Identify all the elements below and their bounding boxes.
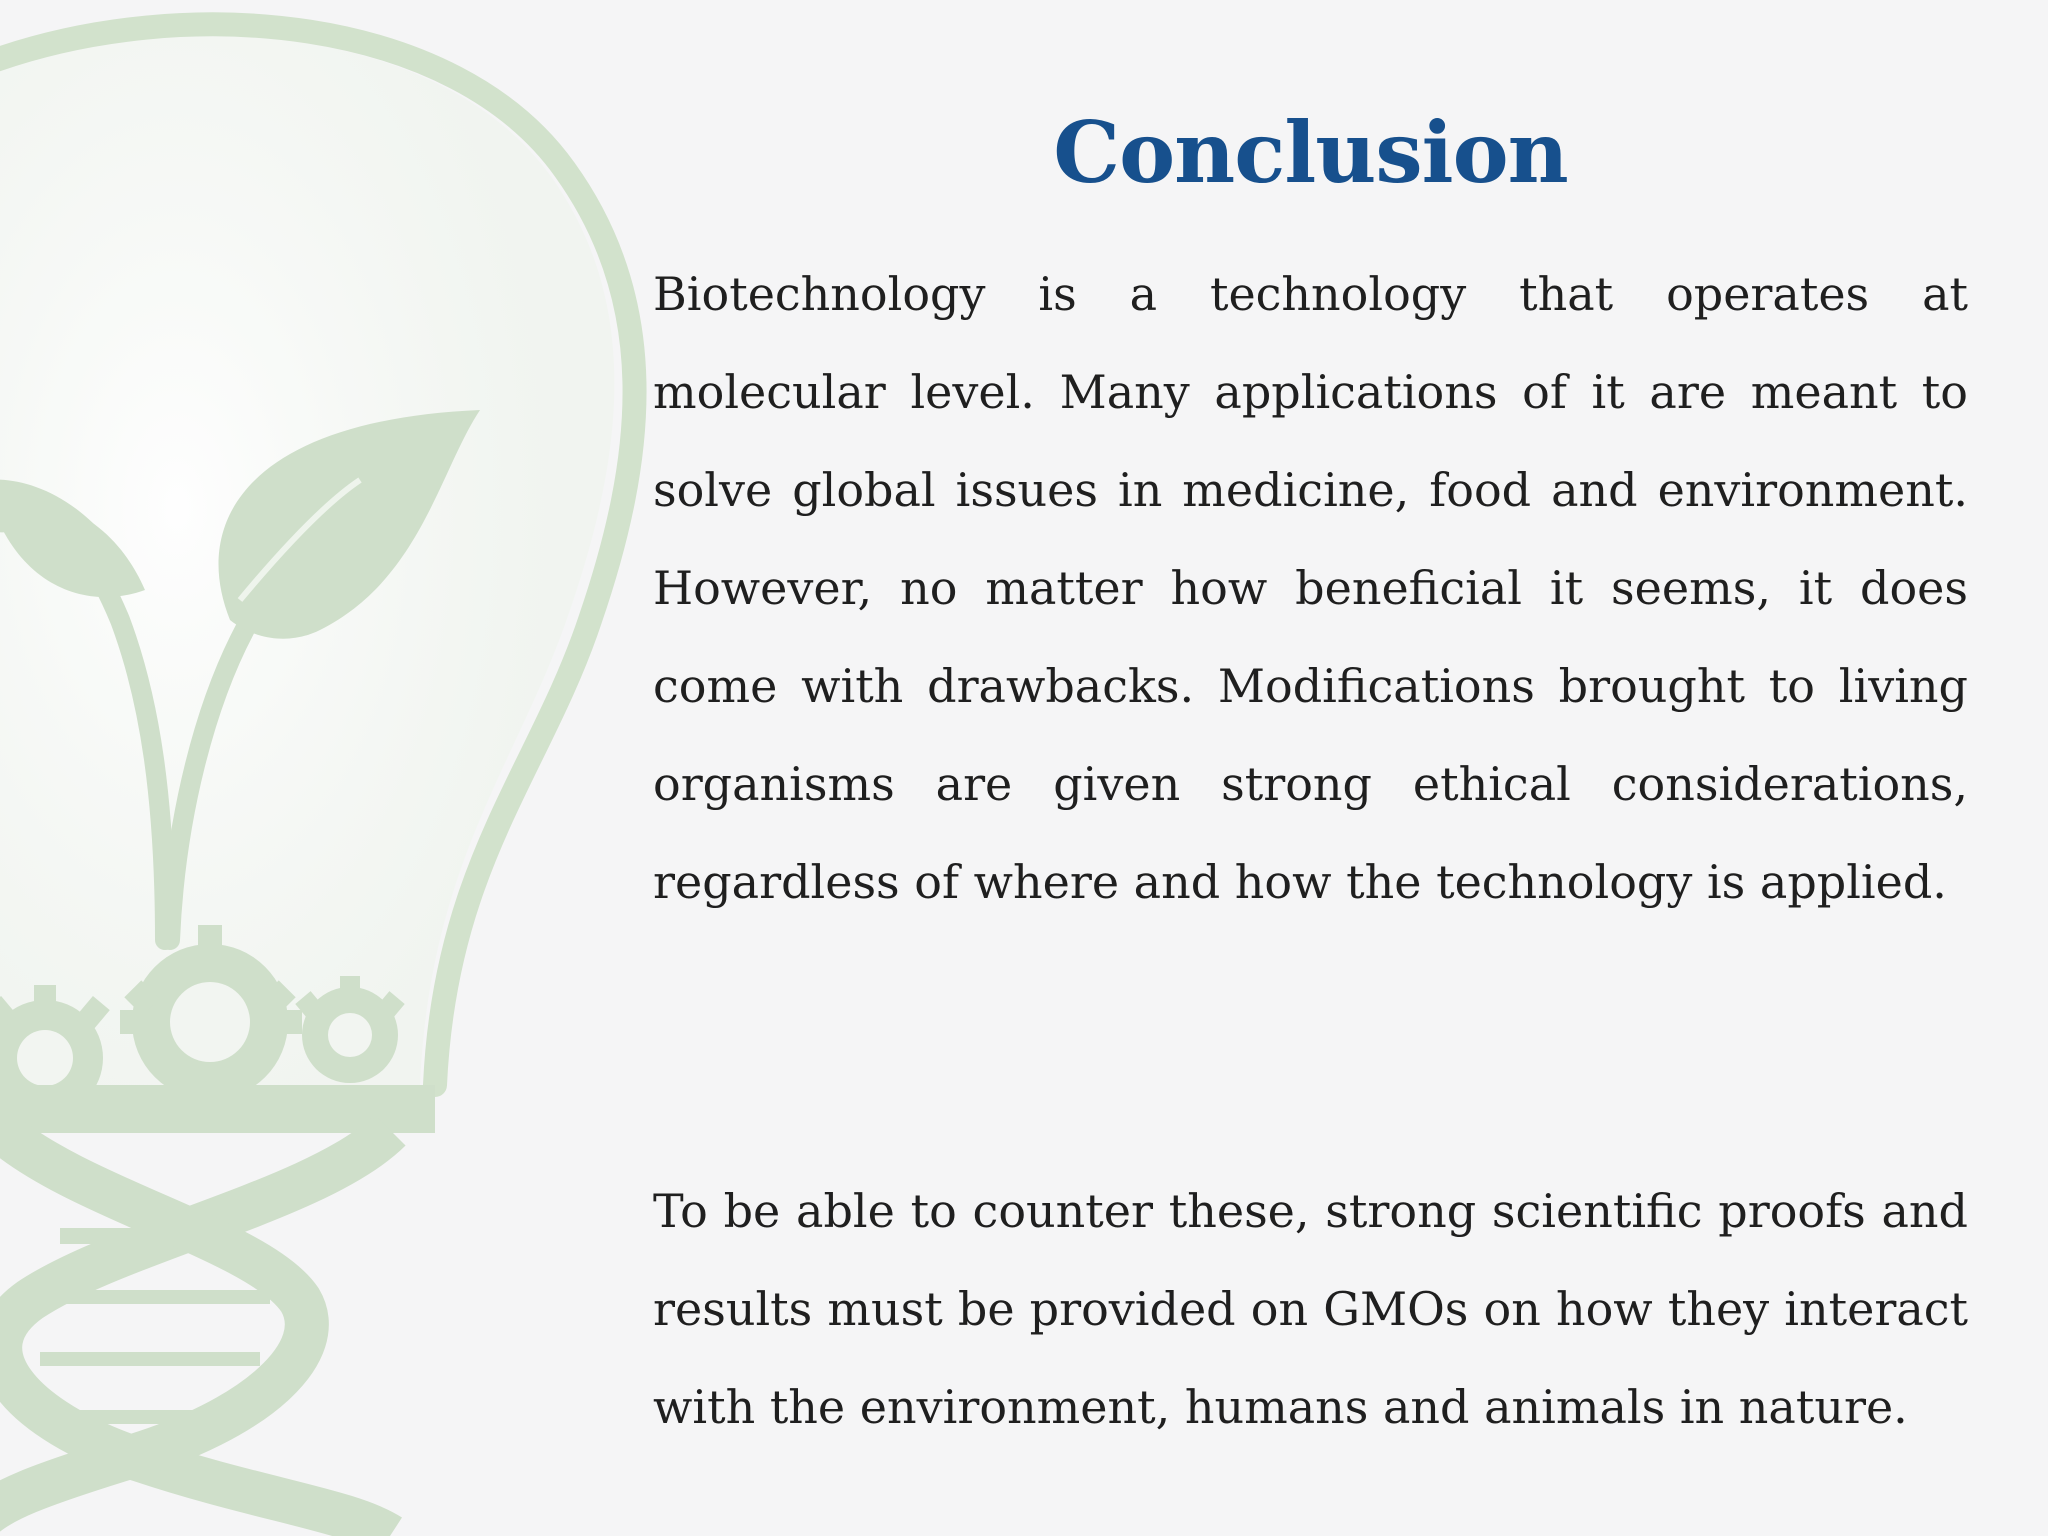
body-paragraph-1: Biotechnology is a technology that operates at molecular level. Many applications of it are meant to solve global issues in medicine, food and environment. However, no matter how beneficial it seems, it does come with drawbacks. Modifications brought to living organisms are given strong ethical considerations, regardless of where and how the technology is applied. (653, 267, 1968, 909)
body-paragraph-2: To be able to counter these, strong scientific proofs and results must be provided on GMOs on how they interact with the environment, humans and animals in nature. (653, 1184, 1968, 1434)
slide-content (653, 0, 1968, 1536)
slide-title: Conclusion (1053, 103, 1568, 202)
lightbulb-plant-dna-icon (0, 0, 700, 1536)
